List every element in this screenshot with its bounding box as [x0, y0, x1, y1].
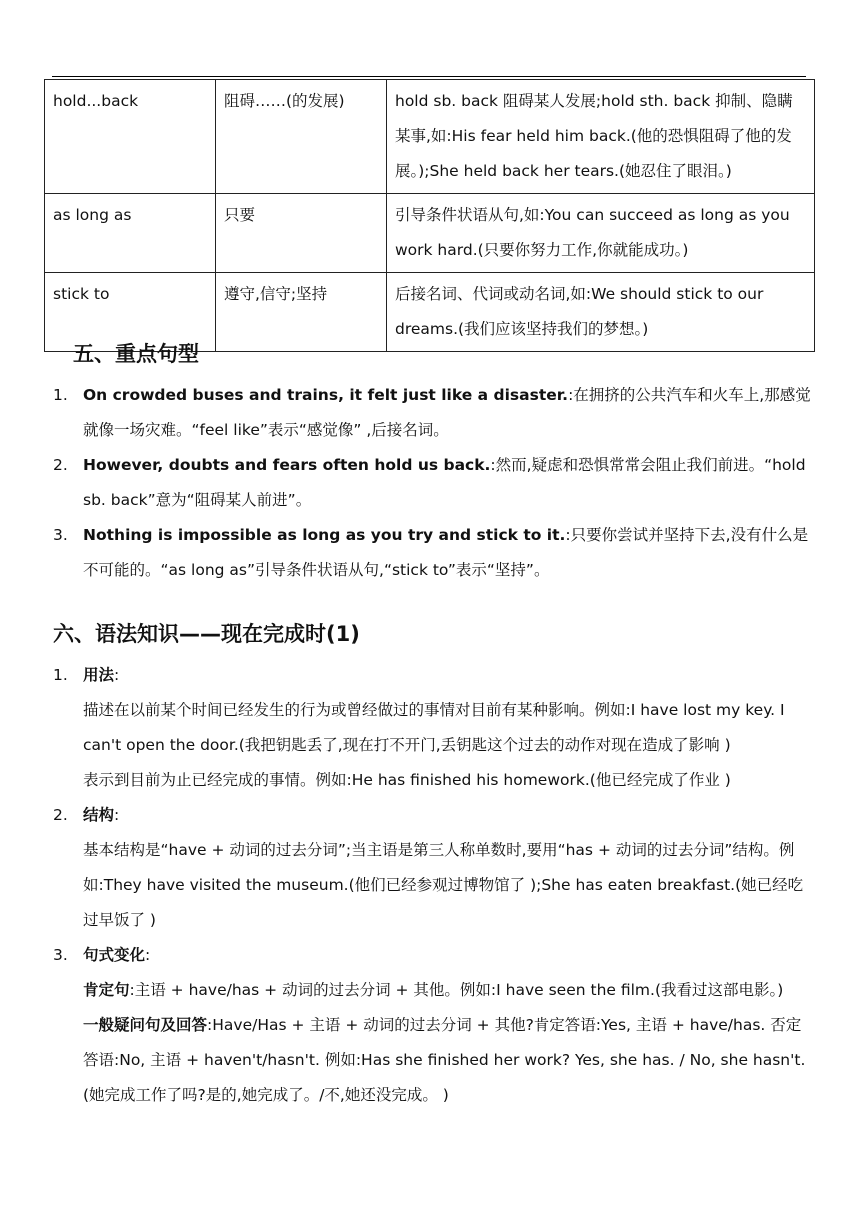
note-cell: 后接名词、代词或动名词,如:We should stick to our dreams.(我们应该坚持我们的梦想。) — [387, 273, 815, 352]
list-item-forms — [53, 938, 813, 1113]
question-text: :Have/Has + 主语 + 动词的过去分词 + 其他?肯定答语:Yes, 主语 + have/has. 否定答语:No, 主语 + haven't/hasn't. 例如:Has she finished her work? Yes, she has. / No, she hasn't.(她完成工作了吗?是的,她完成了。/不,她还没完成。 ) — [83, 1016, 806, 1104]
key-sentence-list — [53, 378, 813, 588]
structure-line-1: 基本结构是“have + 动词的过去分词”;当主语是第三人称单数时,要用“has + 动词的过去分词”结构。例如:They have visited the museum.(他们已经参观过博物馆了 );She has eaten breakfast.(她已经吃过早饭了 ) — [83, 841, 804, 929]
item-body — [83, 798, 813, 938]
usage-colon: : — [114, 666, 120, 684]
grammar-list — [53, 658, 813, 1113]
section-heading-key-sentences: 五、重点句型 — [73, 342, 199, 366]
list-item — [53, 448, 813, 518]
positive-label: 肯定句 — [83, 981, 130, 999]
top-rule — [52, 76, 806, 77]
item-number: 1. — [53, 386, 68, 404]
item-number: 2. — [53, 806, 68, 824]
list-item-structure — [53, 798, 813, 938]
item-body — [83, 938, 813, 1113]
sentence-explanation: :在拥挤的公共汽车和火车上,那感觉就像一场灾难。“feel like”表示“感觉像” ,后接名词。 — [83, 386, 811, 439]
item-number: 2. — [53, 456, 68, 474]
question-label: 一般疑问句及回答 — [83, 1016, 208, 1034]
phrase-cell: as long as — [45, 194, 216, 273]
sentence-bold: Nothing is impossible as long as you try and stick to it. — [83, 526, 566, 544]
item-body — [83, 658, 813, 798]
usage-line-1: 描述在以前某个时间已经发生的行为或曾经做过的事情对目前有某种影响。例如:I have lost my key. I can't open the door.(我把钥匙丢了,现在打不开门,丢钥匙这个过去的动作对现在造成了影响 ) — [83, 701, 785, 754]
forms-label: 句式变化 — [83, 946, 146, 964]
item-body — [83, 448, 813, 518]
phrase-cell: stick to — [45, 273, 216, 352]
sentence-bold: However, doubts and fears often hold us back. — [83, 456, 491, 474]
meaning-cell: 阻碍……(的发展) — [216, 80, 387, 194]
positive-text: :主语 + have/has + 动词的过去分词 + 其他。例如:I have seen the film.(我看过这部电影。) — [129, 981, 784, 999]
sentence-explanation: :只要你尝试并坚持下去,没有什么是不可能的。“as long as”引导条件状语从句,“stick to”表示“坚持”。 — [83, 526, 809, 579]
list-item — [53, 378, 813, 448]
item-body — [83, 518, 813, 588]
item-number: 3. — [53, 526, 68, 544]
list-item — [53, 518, 813, 588]
section-heading-grammar: 六、语法知识——现在完成时(1) — [53, 622, 360, 646]
list-item-usage — [53, 658, 813, 798]
note-cell: 引导条件状语从句,如:You can succeed as long as you work hard.(只要你努力工作,你就能成功。) — [387, 194, 815, 273]
usage-label: 用法 — [83, 666, 115, 684]
item-number: 3. — [53, 946, 68, 964]
note-cell: hold sb. back 阻碍某人发展;hold sth. back 抑制、隐瞒某事,如:His fear held him back.(他的恐惧阻碍了他的发展。);She held back her tears.(她忍住了眼泪。) — [387, 80, 815, 194]
forms-colon: : — [145, 946, 151, 964]
structure-colon: : — [114, 806, 120, 824]
usage-line-2: 表示到目前为止已经完成的事情。例如:He has finished his homework.(他已经完成了作业 ) — [83, 771, 731, 789]
item-number: 1. — [53, 666, 68, 684]
sentence-bold: On crowded buses and trains, it felt just like a disaster. — [83, 386, 569, 404]
vocabulary-table — [44, 79, 815, 352]
table-row — [45, 194, 815, 273]
structure-label: 结构 — [83, 806, 115, 824]
meaning-cell: 只要 — [216, 194, 387, 273]
table-row — [45, 80, 815, 194]
item-body — [83, 378, 813, 448]
meaning-cell: 遵守,信守;坚持 — [216, 273, 387, 352]
phrase-cell: hold...back — [45, 80, 216, 194]
sentence-explanation: :然而,疑虑和恐惧常常会阻止我们前进。“hold sb. back”意为“阻碍某人前进”。 — [83, 456, 806, 509]
